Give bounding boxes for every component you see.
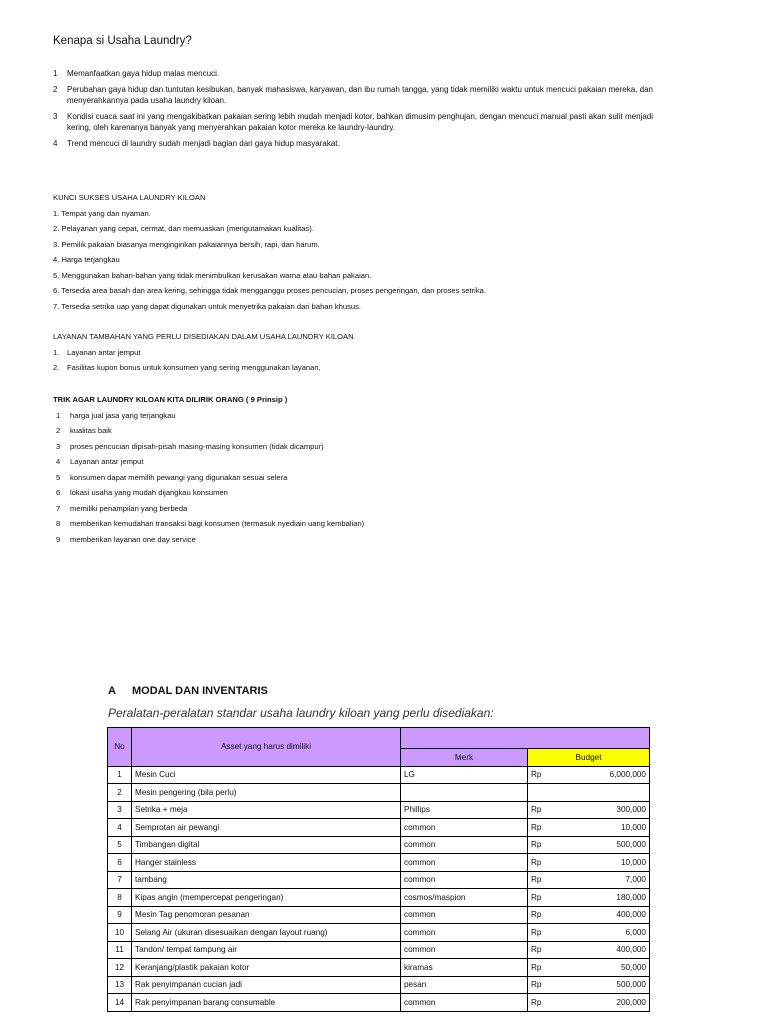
cell-merk: Phillips [401, 801, 528, 819]
cell-asset: Rak penyimpanan cucian jadi [132, 976, 401, 994]
table-row [108, 854, 650, 872]
list-number: 2 [56, 426, 61, 435]
cell-merk: common [401, 854, 528, 872]
list-item [53, 516, 364, 532]
list-text: Layanan antar jemput [67, 347, 141, 357]
list-text: Kondisi cuaca saat ini yang mengakibatkan pakaian sering lebih mudah menjadi kotor, bahkan dimusim penghujan, dengan mencuci manual pasti akan sulit menjadi kering, oleh karenanya banyak yang menyerahkan pakaian kotor mereka ke laundry-laundry. [67, 112, 653, 132]
cell-no: 3 [108, 801, 132, 819]
list-item: 2. Pelayanan yang cepat, cermat, dan memuaskan (mengutamakan kualitas). [53, 224, 314, 233]
list-text: konsumen dapat memilih pewangi yang digunakan sesuai selera [70, 472, 288, 482]
list-number: 3 [53, 112, 58, 121]
cell-amount: 500,000 [564, 976, 650, 994]
list-item: 6. Tersedia area basah dan area kering, sehingga tidak mengganggu proses pencucian, proses pengeringan, dan proses setrika. [53, 286, 486, 295]
list-item: 4. Harga terjangkau [53, 255, 120, 264]
header-no: No [108, 728, 132, 767]
cell-merk: common [401, 871, 528, 889]
cell-no: 5 [108, 836, 132, 854]
cell-currency: Rp [528, 906, 565, 924]
cell-no: 13 [108, 976, 132, 994]
list-number: 4 [53, 139, 58, 148]
cell-asset: Kipas angin (mempercepat pengeringan) [132, 889, 401, 907]
section-heading: LAYANAN TAMBAHAN YANG PERLU DISEDIAKAN DALAM USAHA LAUNDRY KILOAN [53, 332, 354, 341]
cell-merk: common [401, 836, 528, 854]
list-text: memberikan layanan one day service [70, 534, 196, 544]
cell-no: 1 [108, 766, 132, 784]
list-text: memberikan kemudahan transaksi bagi konsumen (termasuk nyediain uang kembalian) [70, 519, 365, 528]
kunci-section [53, 190, 673, 314]
list-text: Perubahan gaya hidup dan tuntutan kesibukan, banyak mahasiswa, karyawan, dan ibu rumah tangga, yang tidak memiliki waktu untuk mencuci pakaian mereka, dan menyerahkannya pada usaha laundry kiloan. [67, 85, 653, 105]
list-number: 9 [56, 534, 61, 544]
cell-amount: 50,000 [564, 959, 650, 977]
cell-currency: Rp [528, 994, 565, 1012]
table-row [108, 959, 650, 977]
section-a-heading [108, 685, 268, 697]
section-title: MODAL DAN INVENTARIS [132, 685, 268, 697]
cell-asset: Semprotan air pewangi [132, 819, 401, 837]
table-row [108, 871, 650, 889]
list-number: 4 [56, 457, 61, 466]
list-item [53, 485, 364, 501]
cell-merk: common [401, 924, 528, 942]
table-row [108, 836, 650, 854]
section-letter: A [108, 685, 116, 697]
cell-currency: Rp [528, 924, 565, 942]
cell-no: 4 [108, 819, 132, 837]
list-item: 1. Tempat yang dan nyaman. [53, 208, 151, 218]
cell-currency: Rp [528, 889, 565, 907]
cell-amount [564, 784, 650, 802]
cell-merk: common [401, 941, 528, 959]
list-number: 7 [56, 503, 61, 513]
cell-asset: Keranjang/plastik pakaian kotor [132, 959, 401, 977]
table-row [108, 819, 650, 837]
list-item [53, 360, 673, 376]
list-item: 3. Pemilik pakaian biasanya menginginkan pakaiannya bersih, rapi, dan harum. [53, 239, 320, 249]
list-text: harga jual jasa yang terjangkau [70, 410, 176, 420]
cell-amount: 500,000 [564, 836, 650, 854]
table-row [108, 994, 650, 1012]
cell-asset: Mesin Cuci [132, 766, 401, 784]
section-heading: TRIK AGAR LAUNDRY KILOAN KITA DILIRIK ORANG ( 9 Prinsip ) [53, 395, 288, 404]
cell-asset: Hanger stainless [132, 854, 401, 872]
list-item [53, 470, 364, 486]
list-number: 1. [53, 347, 60, 357]
cell-no: 10 [108, 924, 132, 942]
list-text: lokasi usaha yang mudah dijangkau konsumen [70, 488, 228, 497]
cell-currency: Rp [528, 871, 565, 889]
cell-no: 8 [108, 889, 132, 907]
cell-asset: Mesin Tag penomoran pesanan [132, 906, 401, 924]
list-item [53, 84, 653, 106]
header-asset: Asset yang harus dimiliki [132, 728, 401, 767]
header-merk: Merk [401, 749, 528, 767]
cell-currency: Rp [528, 836, 565, 854]
cell-asset: Setrika + meja [132, 801, 401, 819]
list-number: 1 [56, 410, 61, 420]
cell-currency: Rp [528, 766, 565, 784]
list-item [53, 111, 653, 133]
reasons-list [53, 68, 653, 154]
cell-merk [401, 784, 528, 802]
table-row [108, 766, 650, 784]
list-item: 7. Tersedia setrika uap yang dapat digunakan untuk menyetrika pakaian dari bahan khusus. [53, 301, 362, 311]
list-text: Memanfaatkan gaya hidup malas mencuci. [67, 69, 220, 78]
cell-merk: pesan [401, 976, 528, 994]
list-text: memiliki penampilan yang berbeda [70, 503, 188, 513]
page-title: Kenapa si Usaha Laundry? [53, 35, 192, 47]
list-number: 8 [56, 519, 61, 528]
list-item [53, 345, 673, 361]
cell-currency: Rp [528, 801, 565, 819]
cell-currency: Rp [528, 976, 565, 994]
list-text: Fasilitas kupon bonus untuk konsumen yang sering menggunakan layanan, [67, 363, 321, 372]
cell-amount: 400,000 [564, 906, 650, 924]
list-text: Layanan antar jemput [70, 457, 144, 466]
table-row [108, 889, 650, 907]
cell-currency: Rp [528, 941, 565, 959]
cell-currency: Rp [528, 819, 565, 837]
list-item [53, 532, 364, 548]
cell-amount: 6,000,000 [564, 766, 650, 784]
list-number: 3 [56, 441, 61, 451]
cell-asset: Selang Air (ukuran disesuaikan dengan layout ruang) [132, 924, 401, 942]
list-item [53, 423, 364, 439]
cell-merk: common [401, 994, 528, 1012]
cell-currency [528, 784, 565, 802]
section-heading: KUNCI SUKSES USAHA LAUNDRY KILOAN [53, 193, 206, 202]
cell-asset: Timbangan digital [132, 836, 401, 854]
list-item [53, 138, 653, 149]
cell-amount: 180,000 [564, 889, 650, 907]
cell-amount: 400,000 [564, 941, 650, 959]
cell-amount: 10,000 [564, 854, 650, 872]
cell-no: 7 [108, 871, 132, 889]
cell-no: 11 [108, 941, 132, 959]
cell-no: 9 [108, 906, 132, 924]
cell-merk: common [401, 819, 528, 837]
cell-asset: Rak penyimpanan barang consumable [132, 994, 401, 1012]
cell-no: 12 [108, 959, 132, 977]
cell-asset: Mesin pengering (bila perlu) [132, 784, 401, 802]
list-number: 5 [56, 472, 61, 482]
cell-merk: common [401, 906, 528, 924]
table-row [108, 941, 650, 959]
list-text: proses pencucian dipisah-pisah masing-masing konsumen (tidak dicampur) [70, 441, 324, 451]
layanan-section [53, 329, 673, 376]
table-row [108, 906, 650, 924]
list-item [53, 408, 364, 424]
cell-no: 6 [108, 854, 132, 872]
list-number: 2. [53, 363, 60, 372]
trik-section [53, 392, 364, 547]
table-row [108, 976, 650, 994]
cell-merk: cosmos/maspion [401, 889, 528, 907]
cell-amount: 10,000 [564, 819, 650, 837]
cell-amount: 6,000 [564, 924, 650, 942]
cell-amount: 7,000 [564, 871, 650, 889]
header-spacer [401, 728, 650, 749]
table-body [108, 766, 650, 1011]
cell-merk: kiramas [401, 959, 528, 977]
table-row [108, 924, 650, 942]
list-item [53, 501, 364, 517]
cell-asset: Tandon/ tempat tampung air [132, 941, 401, 959]
cell-asset: tambang [132, 871, 401, 889]
cell-no: 14 [108, 994, 132, 1012]
cell-no: 2 [108, 784, 132, 802]
list-number: 1 [53, 69, 58, 78]
section-a-subtitle: Peralatan-peralatan standar usaha laundry kiloan yang perlu disediakan: [108, 706, 494, 720]
list-text: kualitas baik [70, 426, 112, 435]
list-number: 6 [56, 488, 61, 497]
table-header-row [108, 728, 650, 749]
list-number: 2 [53, 85, 58, 94]
list-item: 5. Menggunakan bahan-bahan yang tidak menimbulkan kerusakan warna atau bahan pakaian. [53, 270, 372, 280]
cell-amount: 200,000 [564, 994, 650, 1012]
table-row [108, 784, 650, 802]
list-text: Trend mencuci di laundry sudah menjadi bagian dari gaya hidup masyarakat. [67, 139, 340, 148]
cell-merk: LG [401, 766, 528, 784]
cell-currency: Rp [528, 959, 565, 977]
cell-currency: Rp [528, 854, 565, 872]
header-budget: Budget [528, 749, 650, 767]
table-row [108, 801, 650, 819]
inventory-table [107, 727, 650, 1012]
cell-amount: 300,000 [564, 801, 650, 819]
list-item [53, 68, 653, 79]
list-item [53, 454, 364, 470]
list-item [53, 439, 364, 455]
